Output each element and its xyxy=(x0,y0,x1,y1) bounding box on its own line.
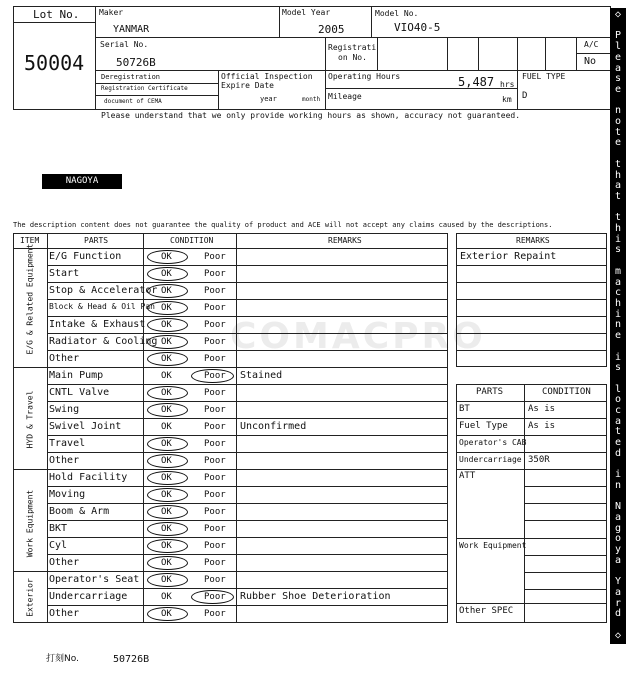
ok-selected-circle xyxy=(147,488,188,502)
parts-row-condition: 350R xyxy=(528,455,550,465)
parts-row-condition: As is xyxy=(528,421,556,431)
cema-document-label: document of CEMA xyxy=(104,98,162,105)
registration-certificate-label: Registration Certificate xyxy=(101,85,188,92)
part-name: E/G Function xyxy=(49,251,122,262)
poor-option: Poor xyxy=(204,558,226,568)
ok-option: OK xyxy=(161,456,172,466)
remark-text: Unconfirmed xyxy=(240,421,307,432)
ac-label: A/C xyxy=(584,40,599,49)
part-name: CNTL Valve xyxy=(49,387,110,398)
maker-label: Maker xyxy=(99,8,124,17)
ok-option: OK xyxy=(161,405,172,415)
parts-row-name: BT xyxy=(459,404,470,414)
part-name: Block & Head & Oil Pan xyxy=(49,302,155,311)
ok-selected-circle xyxy=(147,522,188,536)
poor-option: Poor xyxy=(204,524,226,534)
mileage-label: Mileage xyxy=(328,92,362,101)
poor-selected-circle xyxy=(191,369,234,383)
remark-text: Stained xyxy=(240,370,283,381)
part-name: BKT xyxy=(49,523,68,534)
inspection-label: Official Inspection xyxy=(221,72,313,81)
ok-option: OK xyxy=(161,592,172,602)
fuel-type-value: D xyxy=(522,91,528,101)
poor-option: Poor xyxy=(204,473,226,483)
condition-col-header: CONDITION xyxy=(542,387,591,397)
ok-selected-circle xyxy=(147,284,188,298)
col-parts-header: PARTS xyxy=(84,236,109,245)
ok-option: OK xyxy=(161,337,172,347)
poor-option: Poor xyxy=(204,286,226,296)
model-year-value: 2005 xyxy=(318,23,345,36)
poor-option: Poor xyxy=(204,541,226,551)
part-name: Swing xyxy=(49,404,80,415)
category-eg: E/G & Related Equipment xyxy=(25,243,35,355)
ok-option: OK xyxy=(161,575,172,585)
remark-line: Exterior Repaint xyxy=(460,251,557,262)
location-sidebar xyxy=(610,8,626,644)
parts-row-name: Undercarriage xyxy=(459,455,522,464)
part-name: Undercarriage xyxy=(49,591,128,602)
part-name: Cyl xyxy=(49,540,68,551)
poor-option: Poor xyxy=(204,303,226,313)
category-exterior: Exterior xyxy=(25,578,35,617)
poor-option: Poor xyxy=(204,456,226,466)
fuel-type-label: FUEL TYPE xyxy=(522,72,566,81)
model-no-value: VIO40-5 xyxy=(394,21,441,34)
part-name: Other xyxy=(49,455,80,466)
poor-option: Poor xyxy=(204,388,226,398)
ok-selected-circle xyxy=(147,454,188,468)
hours-notice: Please understand that we only provide working hours as shown, accuracy not guaranteed. xyxy=(101,111,521,120)
ac-value: No xyxy=(584,56,597,67)
km-label: km xyxy=(502,95,512,104)
engraving-label: 打刻No. xyxy=(46,654,79,664)
poor-option: Poor xyxy=(204,422,226,432)
part-name: Intake & Exhaust xyxy=(49,319,146,330)
ok-option: OK xyxy=(161,371,172,381)
att-label: ATT xyxy=(459,471,476,481)
parts-row-condition: As is xyxy=(528,404,556,414)
poor-option: Poor xyxy=(204,354,226,364)
deregistration-label: Deregistration xyxy=(101,73,161,81)
ok-selected-circle xyxy=(147,352,188,366)
ok-selected-circle xyxy=(147,267,188,281)
part-name: Moving xyxy=(49,489,86,500)
ok-option: OK xyxy=(161,507,172,517)
ok-selected-circle xyxy=(147,505,188,519)
ok-option: OK xyxy=(161,422,172,432)
poor-option: Poor xyxy=(204,405,226,415)
poor-option: Poor xyxy=(204,320,226,330)
serial-label: Serial No. xyxy=(100,40,149,49)
ok-selected-circle xyxy=(147,335,188,349)
ok-option: OK xyxy=(161,439,172,449)
ok-option: OK xyxy=(161,354,172,364)
part-name: Radiator & Cooling xyxy=(49,336,158,347)
hrs-label: hrs xyxy=(500,80,515,89)
poor-selected-circle xyxy=(191,590,234,604)
part-name: Operator's Seat xyxy=(49,574,140,585)
operating-hours-value: 5,487 xyxy=(458,75,495,89)
ok-selected-circle xyxy=(147,318,188,332)
poor-option: Poor xyxy=(204,592,226,602)
part-name: Other xyxy=(49,353,80,364)
ok-selected-circle xyxy=(147,386,188,400)
lot-label: Lot No. xyxy=(33,8,80,21)
ok-option: OK xyxy=(161,320,172,330)
parts-col-header: PARTS xyxy=(476,387,504,397)
ok-selected-circle xyxy=(147,437,188,451)
ok-selected-circle xyxy=(147,250,188,264)
watermark: COMACPRO xyxy=(230,316,486,357)
part-name: Travel xyxy=(49,438,86,449)
ok-option: OK xyxy=(161,252,172,262)
part-name: Boom & Arm xyxy=(49,506,110,517)
poor-option: Poor xyxy=(204,575,226,585)
poor-option: Poor xyxy=(204,269,226,279)
year-label: year xyxy=(260,95,277,103)
poor-option: Poor xyxy=(204,490,226,500)
ok-option: OK xyxy=(161,388,172,398)
location-note: ◇ P l e a s e n o t e t h a t t h i s m a c h i n e i s l o c a t e d i n N a g o y a Y a r d ◇ xyxy=(614,9,622,641)
maker-value: YANMAR xyxy=(113,24,150,35)
ok-selected-circle xyxy=(147,471,188,485)
model-year-label: Model Year xyxy=(282,8,331,17)
ok-option: OK xyxy=(161,286,172,296)
serial-value: 50726B xyxy=(116,56,156,69)
other-spec-label: Other SPEC xyxy=(459,606,514,616)
part-name: Hold Facility xyxy=(49,472,128,483)
col-remarks-header: REMARKS xyxy=(328,236,362,245)
ok-selected-circle xyxy=(147,573,188,587)
poor-option: Poor xyxy=(204,252,226,262)
category-hyd: HYD & Travel xyxy=(25,390,35,449)
ok-option: OK xyxy=(161,609,172,619)
remark-text: Rubber Shoe Deterioration xyxy=(240,591,391,602)
work-equipment-label: Work Equipment xyxy=(459,541,527,550)
poor-option: Poor xyxy=(204,507,226,517)
ok-selected-circle xyxy=(147,539,188,553)
ok-option: OK xyxy=(161,490,172,500)
part-name: Main Pump xyxy=(49,370,104,381)
parts-row-name: Operator's CAB xyxy=(459,438,527,447)
month-label: month xyxy=(302,96,321,103)
poor-option: Poor xyxy=(204,439,226,449)
poor-option: Poor xyxy=(204,609,226,619)
part-name: Other xyxy=(49,608,80,619)
registration-label-2: on No. xyxy=(338,53,367,62)
ok-option: OK xyxy=(161,473,172,483)
ok-option: OK xyxy=(161,303,172,313)
model-no-label: Model No. xyxy=(375,9,419,18)
ok-option: OK xyxy=(161,524,172,534)
col-condition-header: CONDITION xyxy=(170,236,214,245)
operating-hours-label: Operating Hours xyxy=(328,72,401,81)
ok-option: OK xyxy=(161,541,172,551)
parts-row-name: Fuel Type xyxy=(459,421,508,431)
registration-label: Registrati xyxy=(328,43,377,52)
category-work: Work Equipment xyxy=(25,489,35,558)
disclaimer: The description content does not guarantee the quality of product and ACE will not accept any claims caused by the descriptions. xyxy=(13,221,553,229)
part-name: Stop & Accelerator xyxy=(49,285,158,296)
ok-selected-circle xyxy=(147,301,188,315)
ok-option: OK xyxy=(161,269,172,279)
ok-selected-circle xyxy=(147,556,188,570)
remarks-header: REMARKS xyxy=(516,236,550,245)
ok-option: OK xyxy=(161,558,172,568)
inspection-label-2: Expire Date xyxy=(221,81,274,90)
part-name: Other xyxy=(49,557,80,568)
col-item-header: ITEM xyxy=(20,236,40,245)
poor-option: Poor xyxy=(204,337,226,347)
part-name: Start xyxy=(49,268,80,279)
part-name: Swivel Joint xyxy=(49,421,122,432)
ok-selected-circle xyxy=(147,607,188,621)
engraving-value: 50726B xyxy=(113,654,150,665)
lot-number: 50004 xyxy=(24,51,85,75)
location-tag: NAGOYA xyxy=(42,174,122,189)
ok-selected-circle xyxy=(147,403,188,417)
poor-option: Poor xyxy=(204,371,226,381)
